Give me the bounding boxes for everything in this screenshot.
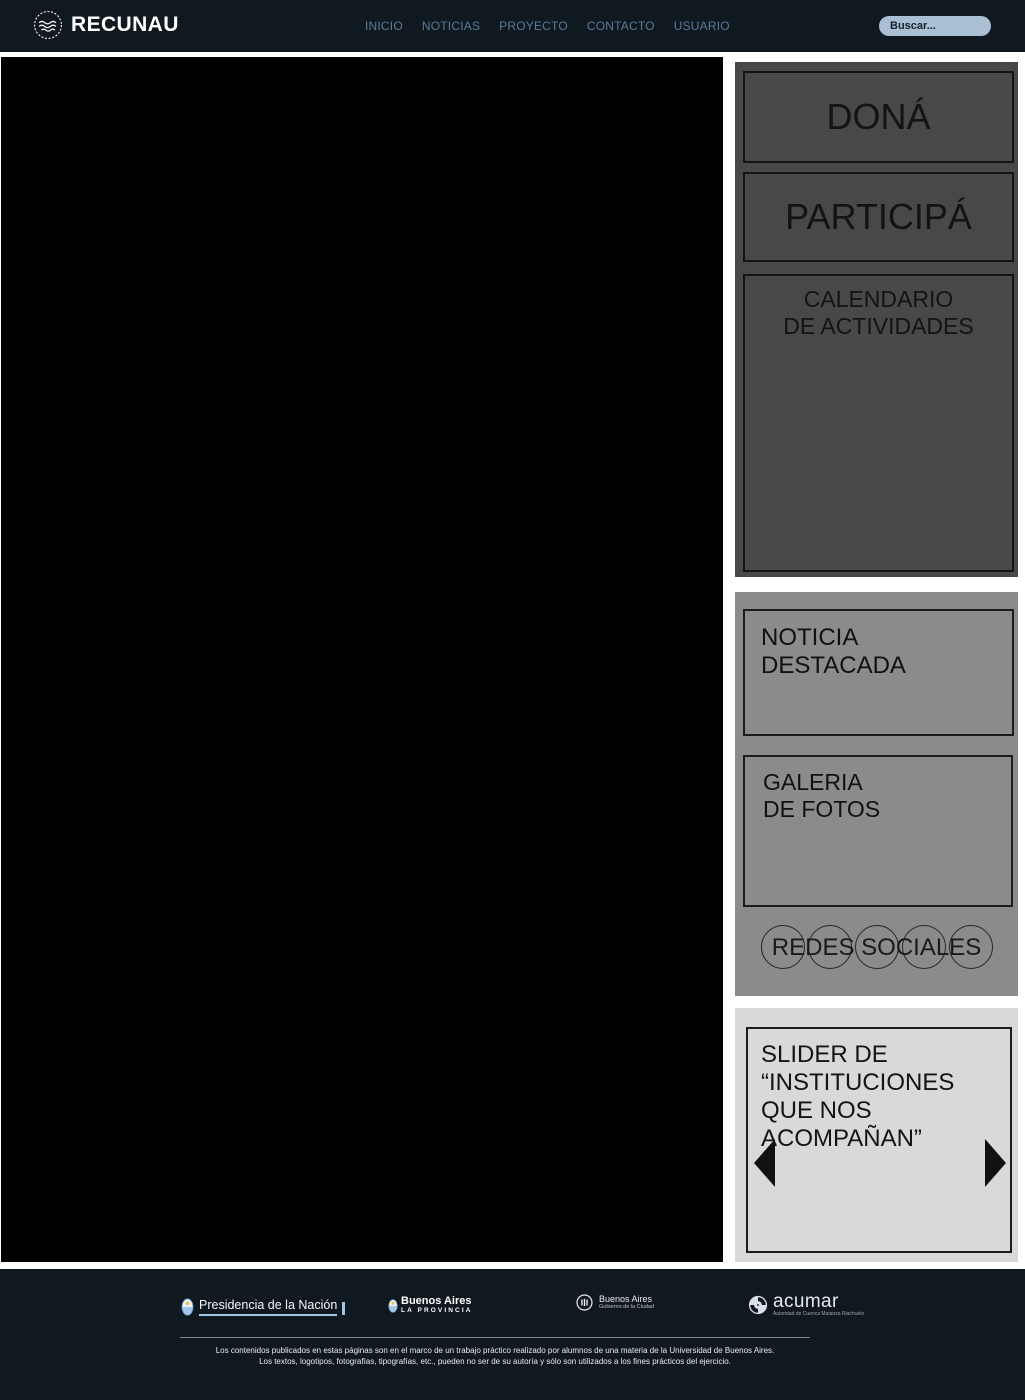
nav-item-usuario[interactable]: USUARIO — [673, 19, 730, 33]
social-circle-1[interactable] — [761, 925, 805, 969]
footer — [0, 1269, 1025, 1400]
search-input[interactable] — [879, 16, 991, 36]
provincia-crest-icon — [388, 1299, 398, 1313]
main-nav — [365, 0, 730, 52]
social-links-row — [735, 925, 1018, 969]
sidebar-news-panel — [735, 592, 1018, 996]
presidencia-label: Presidencia de la Nación — [199, 1298, 337, 1316]
acumar-sublabel: Autoridad de Cuenca Matanza Riachuelo — [773, 1311, 865, 1317]
logo-buenosaires-provincia[interactable] — [388, 1296, 473, 1315]
ciudad-label-line2: Gobierno de la Ciudad — [599, 1304, 655, 1310]
calendario-widget[interactable] — [743, 274, 1014, 572]
social-circle-5[interactable] — [949, 925, 993, 969]
slider-title-line2: QUE NOS ACOMPAÑAN” — [761, 1097, 922, 1152]
top-navbar — [0, 0, 1025, 52]
galeria-fotos-box[interactable] — [743, 755, 1013, 907]
social-circle-3[interactable] — [855, 925, 899, 969]
disclaimer-line2: Los textos, logotipos, fotografías, tipografías, etc., pueden no ser de su autoría y sólo son utilizados a los fines prácticos del ejercicio. — [259, 1357, 731, 1366]
nav-item-proyecto[interactable]: PROYECTO — [499, 19, 568, 33]
noticia-destacada-box[interactable] — [743, 609, 1014, 736]
slider-prev-arrow-icon[interactable] — [754, 1139, 775, 1187]
redes-sociales-label: REDES SOCIALES — [771, 934, 982, 961]
participa-button[interactable] — [743, 172, 1014, 262]
nav-item-noticias[interactable]: NOTICIAS — [421, 19, 481, 33]
dona-button-label: DONÁ — [826, 96, 931, 137]
nav-item-inicio[interactable]: INICIO — [365, 19, 403, 33]
participa-button-label: PARTICIPÁ — [785, 196, 972, 237]
brand-name: RECUNAU — [71, 13, 179, 36]
acumar-label: acumar — [773, 1291, 839, 1312]
ciudad-circle-icon — [576, 1294, 593, 1311]
slider-title-line1: SLIDER DE “INSTITUCIONES — [761, 1041, 955, 1096]
ciudad-label-line1: Buenos Aires — [599, 1294, 653, 1304]
brand[interactable] — [33, 10, 179, 40]
galeria-label-line1: GALERIA — [763, 769, 863, 795]
logo-buenosaires-ciudad[interactable] — [576, 1294, 654, 1311]
logo-presidencia-nacion[interactable] — [181, 1298, 345, 1316]
slider-title — [748, 1029, 1010, 1153]
sidebar-actions-panel — [735, 62, 1018, 577]
nav-item-contacto[interactable]: CONTACTO — [586, 19, 655, 33]
presidencia-accent-bar — [342, 1302, 345, 1315]
calendario-label-line2: DE ACTIVIDADES — [783, 313, 974, 339]
instituciones-slider — [746, 1027, 1012, 1253]
provincia-label-line1: Buenos Aires — [401, 1295, 472, 1307]
provincia-label-line2: LA PROVINCIA — [401, 1307, 473, 1314]
presidencia-crest-icon — [181, 1298, 194, 1316]
recunau-logo-icon — [33, 10, 63, 40]
hero-media-area[interactable] — [1, 57, 723, 1262]
footer-divider — [180, 1337, 810, 1338]
calendario-label-line1: CALENDARIO — [803, 286, 954, 312]
galeria-label-line2: DE FOTOS — [763, 796, 881, 822]
sidebar-slider-panel — [735, 1008, 1018, 1262]
social-circle-4[interactable] — [902, 925, 946, 969]
acumar-swirl-icon — [748, 1295, 768, 1315]
noticia-destacada-label: NOTICIA DESTACADA — [761, 624, 906, 679]
footer-disclaimer — [80, 1345, 910, 1367]
social-circle-2[interactable] — [808, 925, 852, 969]
disclaimer-line1: Los contenidos publicados en estas páginas son en el marco de un trabajo práctico realizado por alumnos de una materia de la Universidad de Buenos Aires. — [215, 1346, 775, 1355]
slider-next-arrow-icon[interactable] — [985, 1139, 1006, 1187]
dona-button[interactable] — [743, 71, 1014, 163]
logo-acumar[interactable] — [748, 1293, 864, 1317]
